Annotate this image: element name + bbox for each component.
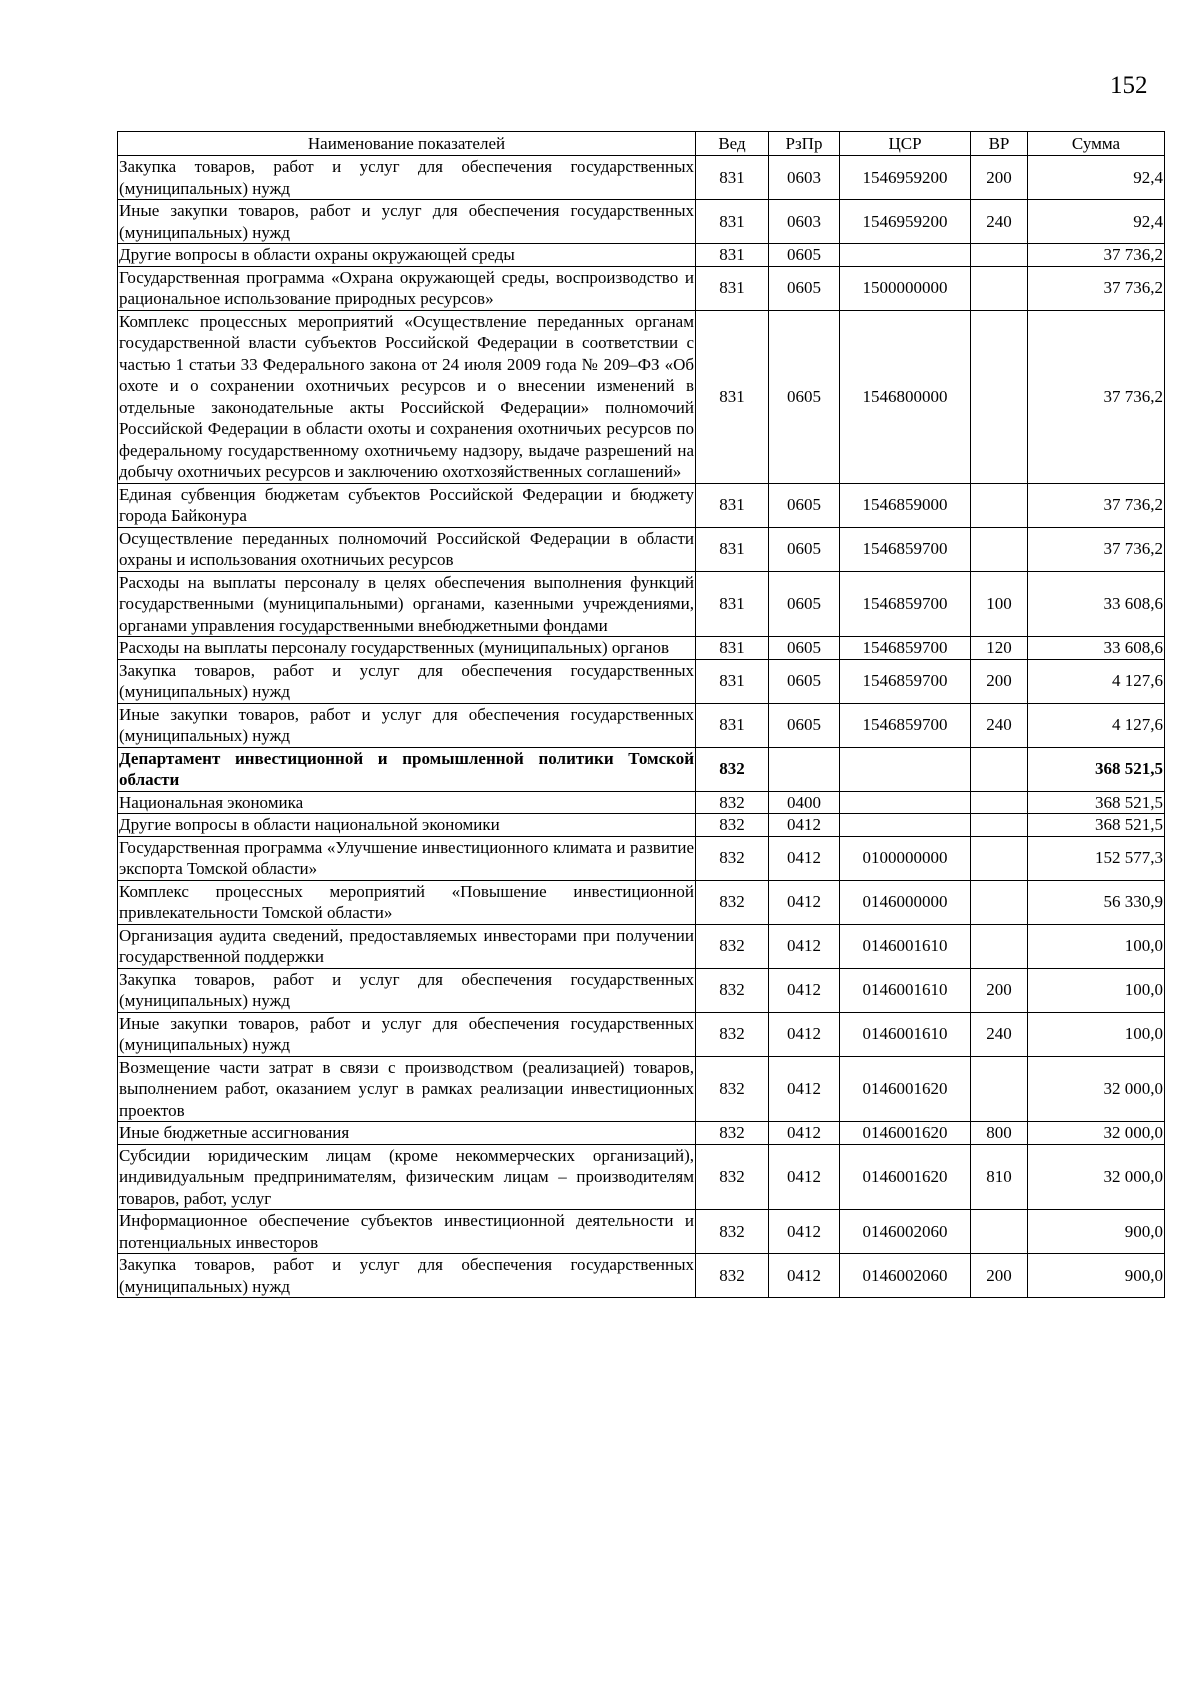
row-vr-cell bbox=[971, 747, 1028, 791]
row-rzpr-cell: 0605 bbox=[769, 571, 840, 637]
row-ved-cell: 831 bbox=[696, 659, 769, 703]
row-csr-cell: 0146001610 bbox=[840, 968, 971, 1012]
row-csr-cell: 1546959200 bbox=[840, 156, 971, 200]
row-rzpr-cell: 0605 bbox=[769, 310, 840, 483]
table-row bbox=[118, 924, 1165, 968]
row-vr-cell: 200 bbox=[971, 659, 1028, 703]
table-row bbox=[118, 310, 1165, 483]
row-ved-cell: 832 bbox=[696, 791, 769, 814]
row-ved-cell: 832 bbox=[696, 924, 769, 968]
row-rzpr-cell: 0412 bbox=[769, 1144, 840, 1210]
header-csr: ЦСР bbox=[840, 132, 971, 156]
row-vr-cell: 240 bbox=[971, 703, 1028, 747]
row-ved-cell: 832 bbox=[696, 1144, 769, 1210]
row-csr-cell: 1546859700 bbox=[840, 659, 971, 703]
row-name-cell: Расходы на выплаты персоналу государственных (муниципальных) органов bbox=[118, 637, 696, 660]
row-ved-cell: 831 bbox=[696, 244, 769, 267]
row-name-cell: Департамент инвестиционной и промышленной политики Томской области bbox=[119, 748, 694, 789]
row-sum-cell: 368 521,5 bbox=[1028, 747, 1165, 791]
row-name-cell: Иные бюджетные ассигнования bbox=[118, 1122, 696, 1145]
table-row bbox=[118, 1144, 1165, 1210]
row-vr-cell: 800 bbox=[971, 1122, 1028, 1145]
row-ved-cell: 832 bbox=[696, 814, 769, 837]
row-rzpr-cell: 0412 bbox=[769, 1210, 840, 1254]
row-name-cell: Возмещение части затрат в связи с производством (реализацией) товаров, выполнением работ, оказанием услуг в рамках реализации инвестиционных проектов bbox=[119, 1057, 694, 1120]
row-ved-cell: 832 bbox=[696, 836, 769, 880]
row-sum-cell: 100,0 bbox=[1028, 1012, 1165, 1056]
row-csr-cell: 0146001610 bbox=[840, 924, 971, 968]
row-sum-cell: 900,0 bbox=[1028, 1210, 1165, 1254]
row-sum-cell: 37 736,2 bbox=[1028, 483, 1165, 527]
table-row bbox=[118, 483, 1165, 527]
row-vr-cell bbox=[971, 836, 1028, 880]
row-vr-cell bbox=[971, 266, 1028, 310]
row-rzpr-cell: 0412 bbox=[769, 836, 840, 880]
row-rzpr-cell: 0605 bbox=[769, 659, 840, 703]
table-row bbox=[118, 1254, 1165, 1298]
row-ved-cell: 832 bbox=[696, 1254, 769, 1298]
row-rzpr-cell: 0603 bbox=[769, 200, 840, 244]
row-sum-cell: 4 127,6 bbox=[1028, 659, 1165, 703]
row-vr-cell: 200 bbox=[971, 156, 1028, 200]
row-ved-cell: 831 bbox=[696, 637, 769, 660]
table-row bbox=[118, 637, 1165, 660]
row-vr-cell bbox=[971, 527, 1028, 571]
row-name-cell: Иные закупки товаров, работ и услуг для обеспечения государственных (муниципальных) нужд bbox=[119, 704, 694, 745]
row-name-cell: Другие вопросы в области национальной экономики bbox=[118, 814, 696, 837]
table-row bbox=[118, 1210, 1165, 1254]
table-row bbox=[118, 1122, 1165, 1145]
row-rzpr-cell: 0605 bbox=[769, 244, 840, 267]
row-vr-cell: 240 bbox=[971, 200, 1028, 244]
row-name-cell: Расходы на выплаты персоналу в целях обеспечения выполнения функций государственными (муниципальными) органами, казенными учреждениями, органами управления государственными внебюджетными фондами bbox=[119, 572, 694, 635]
row-vr-cell bbox=[971, 924, 1028, 968]
row-vr-cell bbox=[971, 483, 1028, 527]
page-number: 152 bbox=[1110, 72, 1148, 99]
row-csr-cell: 0146002060 bbox=[840, 1254, 971, 1298]
row-sum-cell: 92,4 bbox=[1028, 200, 1165, 244]
row-rzpr-cell: 0605 bbox=[769, 637, 840, 660]
row-name-cell: Закупка товаров, работ и услуг для обеспечения государственных (муниципальных) нужд bbox=[119, 1255, 694, 1296]
row-sum-cell: 37 736,2 bbox=[1028, 244, 1165, 267]
row-vr-cell: 100 bbox=[971, 571, 1028, 637]
row-csr-cell: 0146001620 bbox=[840, 1144, 971, 1210]
row-csr-cell: 1546800000 bbox=[840, 310, 971, 483]
table-row bbox=[118, 703, 1165, 747]
row-rzpr-cell: 0605 bbox=[769, 703, 840, 747]
row-ved-cell: 832 bbox=[696, 1210, 769, 1254]
header-rzpr: РзПр bbox=[769, 132, 840, 156]
table-row bbox=[118, 527, 1165, 571]
row-ved-cell: 831 bbox=[696, 527, 769, 571]
row-rzpr-cell: 0412 bbox=[769, 814, 840, 837]
row-rzpr-cell: 0412 bbox=[769, 1012, 840, 1056]
row-csr-cell: 0146000000 bbox=[840, 880, 971, 924]
row-csr-cell bbox=[840, 747, 971, 791]
table-row bbox=[118, 156, 1165, 200]
row-ved-cell: 831 bbox=[696, 483, 769, 527]
row-vr-cell bbox=[971, 1056, 1028, 1122]
table-row bbox=[118, 244, 1165, 267]
row-csr-cell bbox=[840, 814, 971, 837]
row-sum-cell: 37 736,2 bbox=[1028, 266, 1165, 310]
table-row bbox=[118, 571, 1165, 637]
row-sum-cell: 92,4 bbox=[1028, 156, 1165, 200]
row-ved-cell: 831 bbox=[696, 703, 769, 747]
row-ved-cell: 832 bbox=[696, 1122, 769, 1145]
row-csr-cell: 0146001620 bbox=[840, 1122, 971, 1145]
row-rzpr-cell: 0603 bbox=[769, 156, 840, 200]
row-name-cell: Иные закупки товаров, работ и услуг для обеспечения государственных (муниципальных) нужд bbox=[119, 1013, 694, 1054]
row-vr-cell bbox=[971, 814, 1028, 837]
row-sum-cell: 32 000,0 bbox=[1028, 1122, 1165, 1145]
row-rzpr-cell: 0412 bbox=[769, 1056, 840, 1122]
table-row bbox=[118, 791, 1165, 814]
row-vr-cell: 200 bbox=[971, 968, 1028, 1012]
row-ved-cell: 832 bbox=[696, 880, 769, 924]
row-csr-cell: 0146001620 bbox=[840, 1056, 971, 1122]
row-sum-cell: 900,0 bbox=[1028, 1254, 1165, 1298]
row-name-cell: Иные закупки товаров, работ и услуг для обеспечения государственных (муниципальных) нужд bbox=[119, 201, 694, 242]
row-name-cell: Закупка товаров, работ и услуг для обеспечения государственных (муниципальных) нужд bbox=[119, 157, 694, 198]
row-csr-cell bbox=[840, 791, 971, 814]
row-vr-cell: 120 bbox=[971, 637, 1028, 660]
row-sum-cell: 100,0 bbox=[1028, 924, 1165, 968]
row-rzpr-cell: 0412 bbox=[769, 1122, 840, 1145]
row-name-cell: Закупка товаров, работ и услуг для обеспечения государственных (муниципальных) нужд bbox=[119, 660, 694, 701]
row-vr-cell bbox=[971, 880, 1028, 924]
row-ved-cell: 832 bbox=[696, 747, 769, 791]
header-sum: Сумма bbox=[1028, 132, 1165, 156]
row-rzpr-cell: 0412 bbox=[769, 880, 840, 924]
budget-table bbox=[117, 131, 1165, 1298]
row-name-cell: Организация аудита сведений, предоставляемых инвесторами при получении государственной поддержки bbox=[119, 925, 694, 966]
row-rzpr-cell: 0412 bbox=[769, 968, 840, 1012]
row-sum-cell: 368 521,5 bbox=[1028, 791, 1165, 814]
row-rzpr-cell bbox=[769, 747, 840, 791]
header-ved: Вед bbox=[696, 132, 769, 156]
row-sum-cell: 152 577,3 bbox=[1028, 836, 1165, 880]
table-row bbox=[118, 836, 1165, 880]
table-row bbox=[118, 814, 1165, 837]
row-sum-cell: 37 736,2 bbox=[1028, 310, 1165, 483]
row-csr-cell: 1546859700 bbox=[840, 703, 971, 747]
row-csr-cell: 1500000000 bbox=[840, 266, 971, 310]
header-name: Наименование показателей bbox=[118, 132, 696, 156]
row-csr-cell: 1546859700 bbox=[840, 637, 971, 660]
row-sum-cell: 368 521,5 bbox=[1028, 814, 1165, 837]
row-rzpr-cell: 0605 bbox=[769, 483, 840, 527]
row-csr-cell bbox=[840, 244, 971, 267]
row-name-cell: Другие вопросы в области охраны окружающей среды bbox=[118, 244, 696, 267]
row-rzpr-cell: 0400 bbox=[769, 791, 840, 814]
row-name-cell: Комплекс процессных мероприятий «Повышение инвестиционной привлекательности Томской области» bbox=[119, 881, 694, 922]
row-name-cell: Комплекс процессных мероприятий «Осуществление переданных органам государственной власти субъектов Российской Федерации в соответствии с частью 1 статьи 33 Федерального закона от 24 июля 2009 года № 209–ФЗ «Об охоте и о сохранении охотничьих ресурсов и о внесении изменений в отдельные законодательные акты Российской Федерации» полномочий Российской Федерации в области охоты и сохранения охотничьих ресурсов по федеральному государственному охотничьему надзору, выдаче разрешений на добычу охотничьих ресурсов и заключению охотхозяйственных соглашений» bbox=[119, 311, 694, 481]
row-vr-cell bbox=[971, 1210, 1028, 1254]
row-sum-cell: 56 330,9 bbox=[1028, 880, 1165, 924]
row-ved-cell: 831 bbox=[696, 200, 769, 244]
header-vr: ВР bbox=[971, 132, 1028, 156]
table-row bbox=[118, 659, 1165, 703]
row-name-cell: Национальная экономика bbox=[118, 791, 696, 814]
row-name-cell: Субсидии юридическим лицам (кроме некоммерческих организаций), индивидуальным предпринимателям, физическим лицам – производителям товаров, работ, услуг bbox=[119, 1145, 694, 1208]
row-name-cell: Закупка товаров, работ и услуг для обеспечения государственных (муниципальных) нужд bbox=[119, 969, 694, 1010]
row-csr-cell: 1546859000 bbox=[840, 483, 971, 527]
table-header-row bbox=[118, 132, 1165, 156]
row-vr-cell bbox=[971, 310, 1028, 483]
row-vr-cell bbox=[971, 791, 1028, 814]
row-sum-cell: 4 127,6 bbox=[1028, 703, 1165, 747]
row-ved-cell: 832 bbox=[696, 1012, 769, 1056]
row-ved-cell: 832 bbox=[696, 968, 769, 1012]
row-sum-cell: 32 000,0 bbox=[1028, 1144, 1165, 1210]
row-csr-cell: 1546859700 bbox=[840, 571, 971, 637]
row-sum-cell: 100,0 bbox=[1028, 968, 1165, 1012]
table-row bbox=[118, 1012, 1165, 1056]
row-vr-cell: 200 bbox=[971, 1254, 1028, 1298]
row-name-cell: Единая субвенция бюджетам субъектов Российской Федерации и бюджету города Байконура bbox=[119, 484, 694, 525]
row-name-cell: Информационное обеспечение субъектов инвестиционной деятельности и потенциальных инвесторов bbox=[119, 1211, 694, 1252]
table-row bbox=[118, 968, 1165, 1012]
row-name-cell: Осуществление переданных полномочий Российской Федерации в области охраны и использования охотничьих ресурсов bbox=[119, 528, 694, 569]
row-name-cell: Государственная программа «Улучшение инвестиционного климата и развитие экспорта Томской области» bbox=[119, 837, 694, 878]
row-vr-cell: 240 bbox=[971, 1012, 1028, 1056]
row-sum-cell: 32 000,0 bbox=[1028, 1056, 1165, 1122]
row-sum-cell: 37 736,2 bbox=[1028, 527, 1165, 571]
row-csr-cell: 0146002060 bbox=[840, 1210, 971, 1254]
table-row bbox=[118, 200, 1165, 244]
row-csr-cell: 0100000000 bbox=[840, 836, 971, 880]
row-vr-cell: 810 bbox=[971, 1144, 1028, 1210]
row-name-cell: Государственная программа «Охрана окружающей среды, воспроизводство и рациональное использование природных ресурсов» bbox=[119, 267, 694, 308]
table-row bbox=[118, 1056, 1165, 1122]
row-csr-cell: 0146001610 bbox=[840, 1012, 971, 1056]
row-rzpr-cell: 0412 bbox=[769, 924, 840, 968]
row-sum-cell: 33 608,6 bbox=[1028, 637, 1165, 660]
table-row bbox=[118, 747, 1165, 791]
row-ved-cell: 831 bbox=[696, 571, 769, 637]
row-csr-cell: 1546859700 bbox=[840, 527, 971, 571]
row-ved-cell: 831 bbox=[696, 266, 769, 310]
row-rzpr-cell: 0605 bbox=[769, 266, 840, 310]
row-rzpr-cell: 0412 bbox=[769, 1254, 840, 1298]
row-ved-cell: 831 bbox=[696, 156, 769, 200]
table-body bbox=[118, 156, 1165, 1298]
row-rzpr-cell: 0605 bbox=[769, 527, 840, 571]
row-csr-cell: 1546959200 bbox=[840, 200, 971, 244]
table-row bbox=[118, 880, 1165, 924]
table-row bbox=[118, 266, 1165, 310]
row-sum-cell: 33 608,6 bbox=[1028, 571, 1165, 637]
row-ved-cell: 832 bbox=[696, 1056, 769, 1122]
row-ved-cell: 831 bbox=[696, 310, 769, 483]
row-vr-cell bbox=[971, 244, 1028, 267]
